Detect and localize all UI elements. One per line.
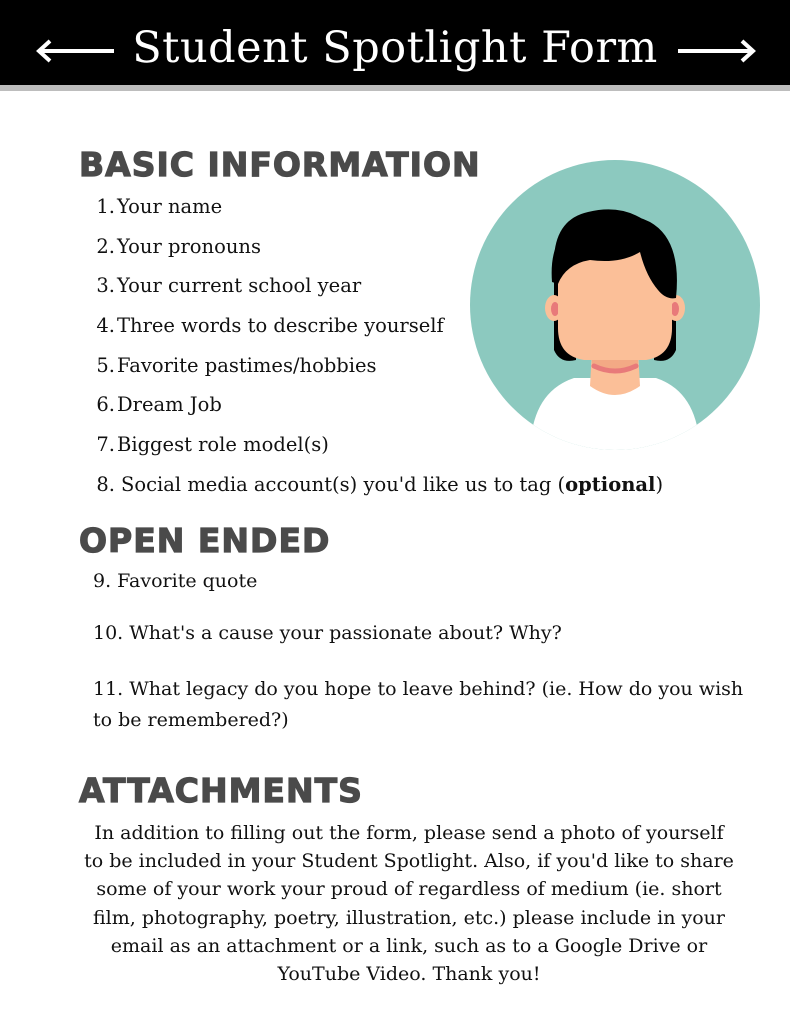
item-text: Favorite pastimes/hobbies [117,353,377,377]
item-number: 2. [96,234,115,258]
item-text: Three words to describe yourself [117,314,444,338]
item-text: Your name [117,195,223,218]
list-item [93,472,693,512]
item-text: Social media account(s) you'd like us to tag ( [121,472,566,496]
open-ended-item: 11. What legacy do you hope to leave behind? (ie. How do you wish to be remembered?) [93,678,744,731]
optional-label: optional [565,472,656,496]
header-bar [0,0,790,91]
open-ended-heading: OPEN ENDED [79,521,331,560]
arrow-right-icon [676,38,756,64]
item-number: 5. [96,353,115,377]
item-number: 3. [96,274,115,298]
item-text: Biggest role model(s) [117,433,329,457]
item-text: Your current school year [117,274,362,298]
basic-information-heading: BASIC INFORMATION [79,145,481,184]
item-text: Dream Job [117,393,222,417]
item-text-close: ) [655,472,664,496]
open-ended-item: 9. Favorite quote [93,570,258,592]
page-title: Student Spotlight Form [132,23,658,73]
open-ended-item: 10. What's a cause your passionate about? Why? [93,622,562,644]
item-number: 4. [96,314,115,338]
attachments-paragraph: In addition to filling out the form, please send a photo of yourself to be included in your Student Spotlight. Also, if you'd like to share some of your work your proud of regardless of medium (ie. short film, photography, poetry, illustration, etc.) please include in your email as an attachment or a link, such as to a Google Drive or YouTube Video. Thank you! [84,822,734,986]
item-number: 8. [96,472,115,496]
item-number: 1. [96,195,115,218]
item-number: 6. [96,393,115,417]
attachments-heading: ATTACHMENTS [79,771,363,810]
student-avatar-illustration [470,160,760,450]
item-number: 7. [96,433,115,457]
item-text: Your pronouns [117,234,261,258]
